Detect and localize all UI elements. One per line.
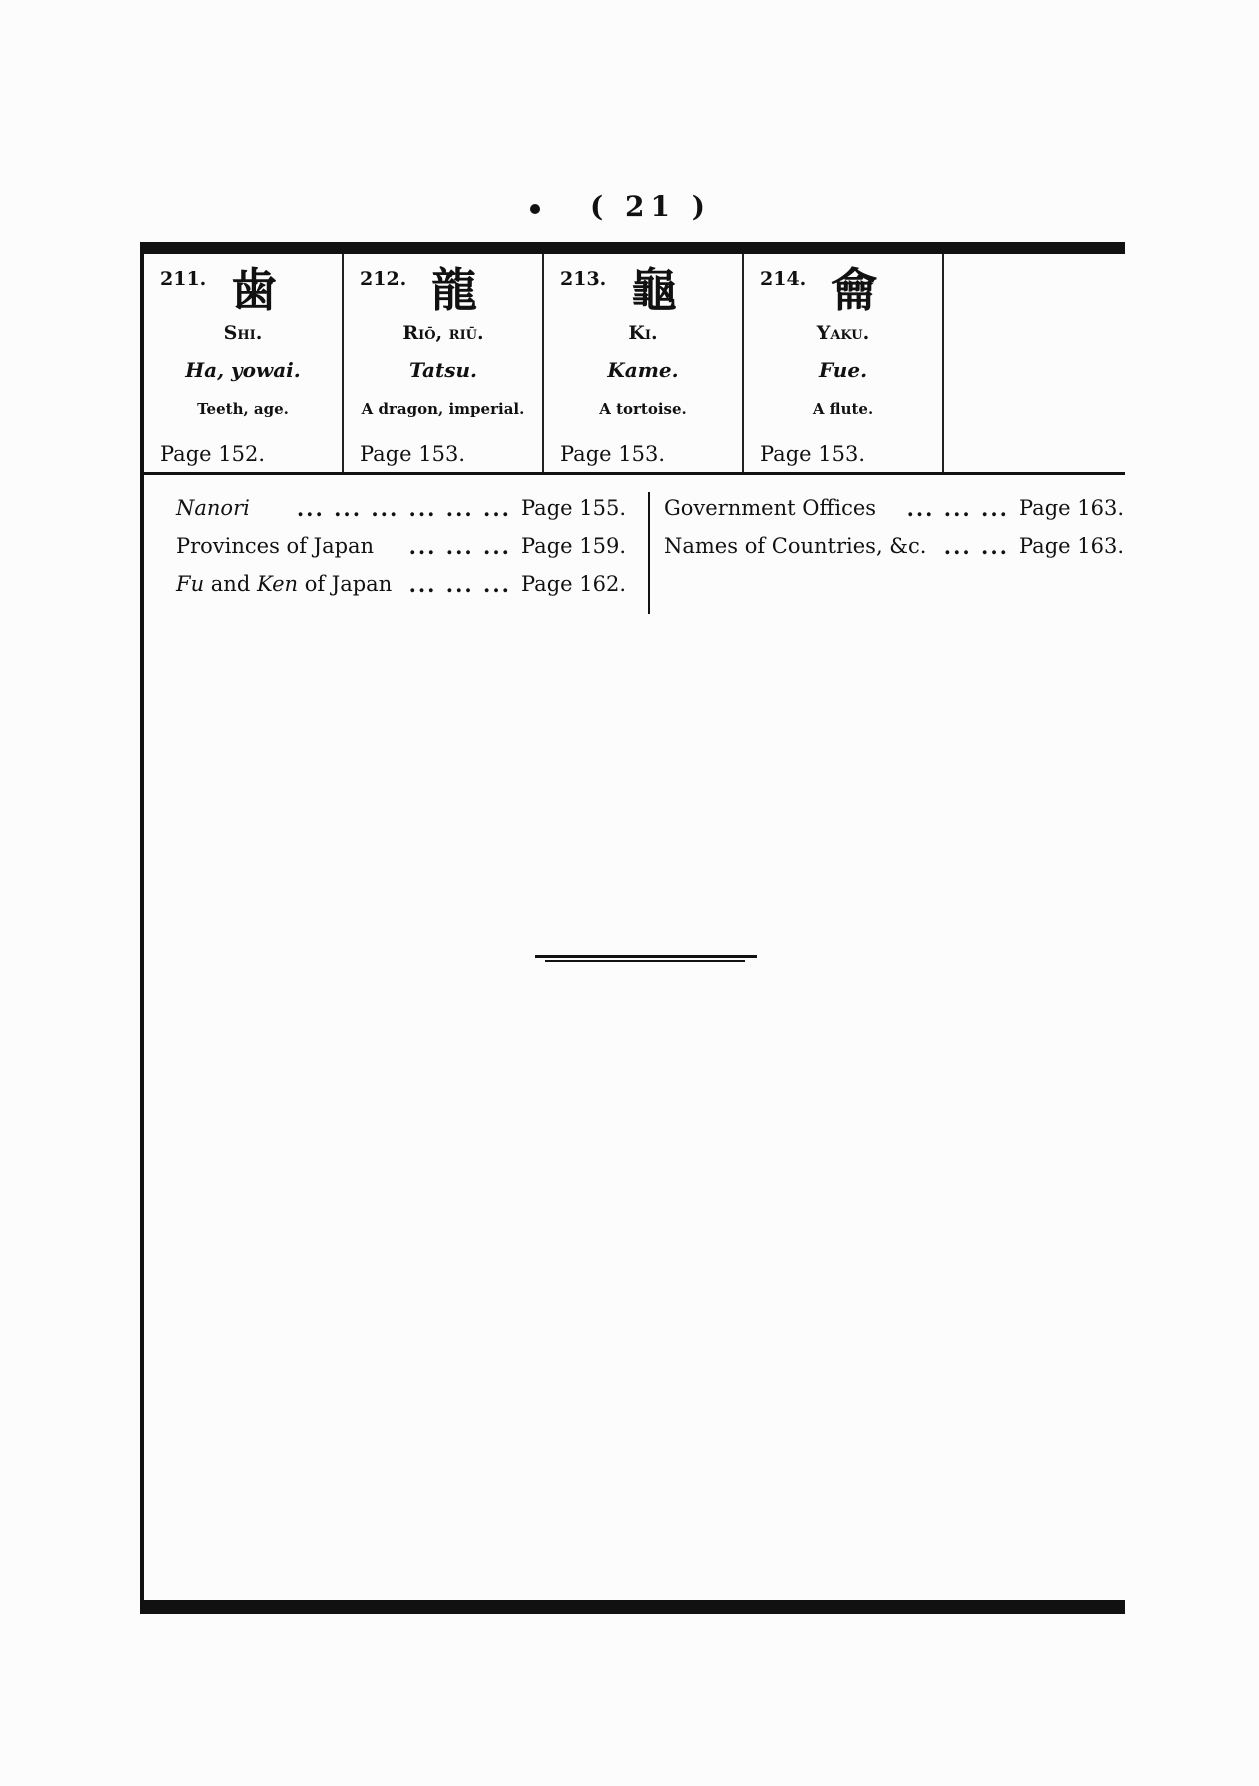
kanji-glyph: 龜 [631, 263, 677, 317]
character-cell [344, 254, 544, 472]
index-entry-title: Fu and Ken of Japan [176, 572, 393, 596]
page-ref: Page 153. [760, 442, 866, 466]
on-reading: Shi. [223, 322, 263, 344]
empty-cell [944, 254, 1125, 472]
index-entry-title: Provinces of Japan [176, 534, 375, 558]
character-number: 212. [360, 268, 407, 290]
leader-dots: ... ... ... [408, 534, 511, 559]
on-reading: Yaku. [816, 322, 870, 344]
index-page-ref: Page 163. [1018, 534, 1124, 558]
index-column-right [664, 496, 1124, 572]
index-column-left [176, 496, 626, 610]
index-row [664, 496, 1124, 534]
top-rule [140, 242, 1125, 254]
index-page-ref: Page 163. [1018, 496, 1124, 520]
kanji-glyph: 龠 [831, 263, 877, 317]
meaning: A tortoise. [599, 400, 687, 418]
index-page-ref: Page 159. [520, 534, 626, 558]
index-row [664, 534, 1124, 572]
kanji-glyph: 龍 [431, 263, 477, 317]
character-number: 211. [160, 268, 207, 290]
index-entry-title: Nanori [176, 496, 250, 520]
appendix-index [144, 496, 1125, 616]
kun-reading: Tatsu. [409, 358, 477, 382]
character-cell [744, 254, 944, 472]
index-row [176, 572, 626, 610]
index-divider [648, 492, 650, 614]
header-dot [530, 204, 540, 214]
page-ref: Page 152. [160, 442, 266, 466]
on-reading: Riō, riū. [402, 322, 484, 344]
meaning: Teeth, age. [197, 400, 289, 418]
index-entry-title: Government Offices [664, 496, 877, 520]
character-number: 214. [760, 268, 807, 290]
kun-reading: Fue. [818, 358, 868, 382]
character-table [144, 254, 1125, 475]
index-page-ref: Page 162. [520, 572, 626, 596]
character-number: 213. [560, 268, 607, 290]
character-cell [544, 254, 744, 472]
kun-reading: Ha, yowai. [185, 358, 301, 382]
page-ref: Page 153. [360, 442, 466, 466]
leader-dots: ... ... ... ... ... ... [296, 496, 511, 521]
index-row [176, 496, 626, 534]
meaning: A flute. [812, 400, 874, 418]
index-row [176, 534, 626, 572]
kun-reading: Kame. [607, 358, 679, 382]
leader-dots: ... ... ... [408, 572, 511, 597]
meaning: A dragon, imperial. [361, 400, 525, 418]
page-number: ( 21 ) [590, 190, 711, 223]
kanji-glyph: 歯 [231, 263, 277, 317]
bottom-rule [140, 1600, 1125, 1614]
page-ref: Page 153. [560, 442, 666, 466]
on-reading: Ki. [628, 322, 658, 344]
section-ornament-rule [535, 955, 757, 963]
leader-dots: ... ... ... [906, 496, 1009, 521]
page-header [500, 190, 750, 230]
character-cell [144, 254, 344, 472]
index-page-ref: Page 155. [520, 496, 626, 520]
leader-dots: ... ... [943, 534, 1009, 559]
index-entry-title: Names of Countries, &c. [664, 534, 927, 558]
